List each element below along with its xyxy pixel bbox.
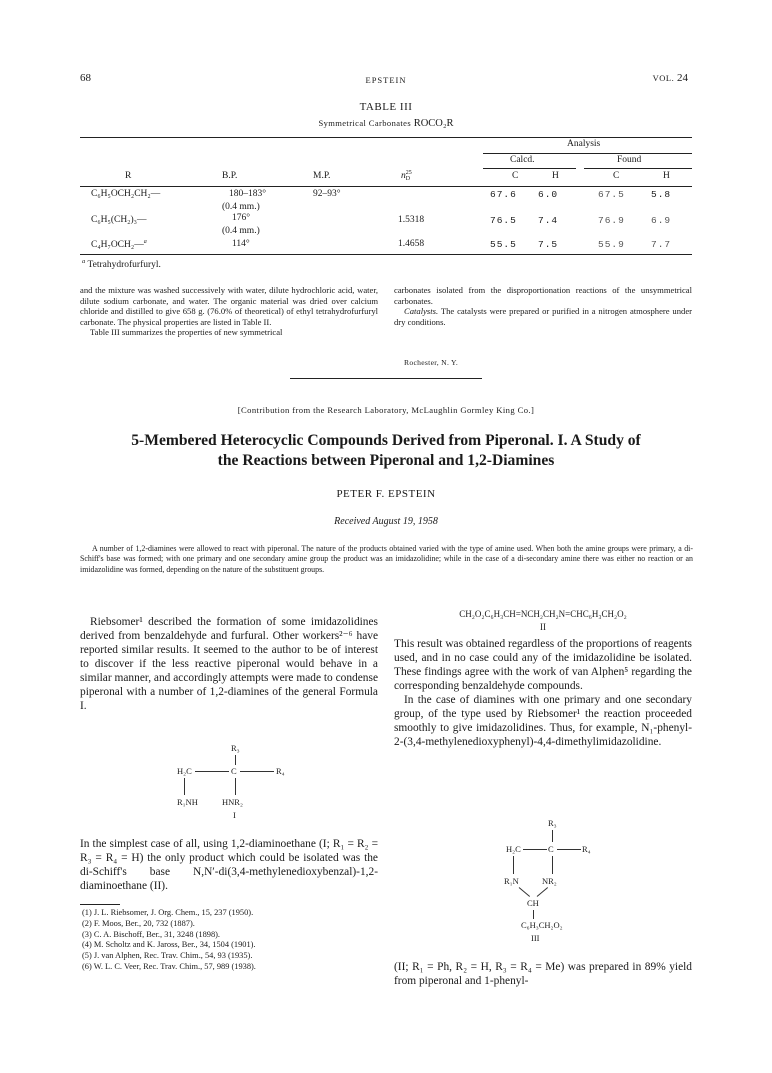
formula3-r3: R₃ [548,818,557,828]
col-n-sub: D [405,176,411,182]
table-row-r [91,239,147,250]
col-h-calc: H [552,171,559,181]
formula3-bond [557,849,581,850]
prev-article-paragraph: carbonates isolated from the disproportionation reactions of the unsymmetrical carbonates. [394,285,692,306]
table-row-c-calc: 67.6 [490,189,517,200]
volume-number: 24 [677,72,688,84]
formula1-center: C [231,766,237,776]
formula2-label: II [540,622,546,632]
formula2: CH₂O₂C₆H₃CH=NCH₂CH₂N=CHC₆H₃CH₂O₂ [459,609,627,619]
table-row-c-found: 76.9 [598,215,625,226]
reference-item: (3) C. A. Bischoff, Ber., 31, 3248 (1898). [82,929,221,939]
table-row-r: C₆H₅OCH₂CH₂— [91,189,161,199]
table-footnote-mark: a [82,258,86,265]
calcd-rule [483,168,576,169]
table-row-mp: 92–93° [313,189,341,199]
contribution-text: [Contribution from the Research Laboratory, McLaughlin Gormley King Co.] [237,405,535,415]
reference-item: (5) J. van Alphen, Rec. Trav. Chim., 54, 93 (1935). [82,951,253,961]
table-row-h-found: 7.7 [651,239,672,250]
formula3-bond [533,910,534,919]
table-row-bp: 176° [232,213,251,223]
reference-item: (4) M. Scholtz and K. Jaross, Ber., 34, 1504 (1901). [82,940,256,950]
formula3-right: R₄ [582,844,591,854]
table-subtitle [0,118,772,129]
formula3-ch: CH [527,898,539,908]
article-separator [290,378,482,379]
table-row-c-found: 55.9 [598,239,625,250]
formula1-bond [184,778,185,795]
left-column-intro [80,615,378,713]
table-row-h-calc: 7.4 [538,215,559,226]
formula3-bond [552,856,553,874]
abstract-text: A number of 1,2-diamines were allowed to react with piperonal. The nature of the products obtained varied with the type of amine used. When both the amine groups were primary, a di-Schiff's base was formed; with one primary and one secondary amine group the product was an imidazolidine; while in the case of a di-secondary amine there was either no reaction or an imidazolidine was formed, depending on the nature of the substituent groups. [80,544,693,574]
table-subtitle-text: Symmetrical Carbonates [318,118,412,128]
formula1-bottom-left: R₁NH [177,797,198,807]
reference-item: (6) W. L. C. Veer, Rec. Trav. Chim., 57, 989 (1938). [82,961,256,971]
formula1-left: H₂C [177,766,192,776]
body-paragraph: (II; R₁ = Ph, R₂ = H, R₃ = R₄ = Me) was prepared in 89% yield from piperonal and 1-phenyl- [394,961,692,987]
formula3-bottom-right: NR₂ [542,876,557,886]
article-title-line1: 5-Membered Heterocyclic Compounds Derived from Piperonal. I. A Study of [131,432,641,449]
col-c-calc: C [512,171,519,181]
formula3-label: III [531,933,540,943]
col-mp: M.P. [313,171,331,181]
table-row-c-found: 67.5 [598,189,625,200]
body-paragraph: In the case of diamines with one primary and one secondary group, of the type used by Riebsomer¹ the reaction proceeded smoothly to give imidazolidines. Thus, for example, N₁-phenyl-2-(3,4-methylenedioxyphenyl)-4,4-dimethylimidazolidine. [394,694,692,748]
formula3-center: C [548,844,554,854]
formula1-label: I [233,810,236,820]
footnote-rule [80,904,120,905]
prev-article-paragraph: and the mixture was washed successively with water, dilute hydrochloric acid, water, dilute sodium carbonate, and water. The organic material was dried over calcium chloride and distilled to give 658 g. (76.0% of theoretical) of ethyl tetrahydrofurfuryl carbonate. The physical properties are listed in Table II. [80,285,378,327]
prev-article-paragraph [394,306,692,327]
body-paragraph: This result was obtained regardless of the proportions of reagents used, and in no case could any of the imidazolidine be isolated. These findings agree with the work of van Alphen⁵ regarding the corresponding benzaldehyde compounds. [394,638,692,692]
formula1-right: R₄ [276,766,285,776]
prev-article-right [394,285,692,327]
table-row-r-footmark: a [143,239,147,245]
table-header-rule [80,186,692,187]
body-paragraph: In the simplest case of all, using 1,2-diaminoethane (I; R₁ = R₂ = R₃ = R₄ = H) the only product which could be isolated was the di-Schiff's base N,N′-di(3,4-methylenedioxybenzal)-1,2-diaminoethane (II). [80,838,378,892]
formula3-left: H₂C [506,844,521,854]
contribution-line [0,405,772,416]
references [82,908,256,973]
table-row-c-calc: 55.5 [490,239,517,250]
table-row-r-text: C₄H₇OCH₂— [91,240,144,251]
prev-article-location: Rochester, N. Y. [404,358,459,367]
col-bp: B.P. [222,171,238,181]
body-paragraph: Riebsomer¹ described the formation of some imidazolidines derived from benzaldehyde and furfural. Other workers²⁻⁶ have reported similar results. It seemed to the author to be of interest to discover if the less reactive piperonal would behave in a similar manner, and accordingly attempts were made to condense piperonal with a number of 1,2-diamines of the general Formula I. [80,616,378,712]
formula1-bond [240,771,274,772]
found-rule [584,168,692,169]
col-r: R [125,171,132,181]
formula3-bond [523,849,547,850]
analysis-rule [483,153,692,154]
table-row-h-calc: 7.5 [538,239,559,250]
formula3-bond [552,830,553,842]
table-top-rule [80,137,692,138]
col-n-sup: 25 [405,170,412,176]
col-n [401,170,412,182]
reference-item: (2) F. Moos, Ber., 20, 732 (1887). [82,918,195,928]
formula3-bond [537,887,548,897]
table-row-h-found: 5.8 [651,189,672,200]
formula3-substituent: C₆H₃CH₂O₂ [521,920,563,930]
table-row-r: C₆H₅(CH₂)₃— [91,215,147,225]
table-bottom-rule [80,254,692,255]
table-row-bp2: (0.4 mm.) [222,202,260,212]
analysis-header: Analysis [567,139,601,149]
table-row-c-calc: 76.5 [490,215,517,226]
formula3-bond [513,856,514,874]
article-author: PETER F. EPSTEIN [336,488,436,500]
received-date: Received August 19, 1958 [334,516,438,527]
col-h-found: H [663,171,670,181]
volume-prefix: VOL. [652,73,675,83]
table-row-bp: 114° [232,239,250,249]
formula1-bottom-right: HNR₂ [222,797,243,807]
table-footnote-text: Tetrahydrofurfuryl. [87,260,161,271]
table-row-bp: 180–183° [229,189,267,199]
formula1-bond [235,755,236,765]
table-footnote [82,258,161,270]
reference-item: (1) J. L. Riebsomer, J. Org. Chem., 15, 237 (1950). [82,908,254,917]
col-c-found: C [613,171,620,181]
prev-article-left [80,285,378,338]
table-row-n: 1.5318 [398,215,425,225]
abstract [80,544,693,575]
running-head: EPSTEIN [365,75,407,85]
formula1-r3: R₃ [231,743,240,753]
found-header: Found [617,155,642,165]
prev-article-paragraph: Table III summarizes the properties of new symmetrical [90,327,283,338]
table-row-bp2: (0.4 mm.) [222,226,260,236]
formula3-bottom-left: R₁N [504,876,519,886]
page-number: 68 [80,72,91,84]
table-row-n: 1.4658 [398,239,425,249]
calcd-header: Calcd. [510,155,535,165]
col-n-letter: n [401,171,406,182]
formula1-bond [235,778,236,795]
left-column-text [80,837,378,893]
table-title: TABLE III [359,101,413,113]
catalysts-text: The catalysts were prepared or purified in a nitrogen atmosphere under dry conditions. [394,306,693,327]
table-row-h-found: 6.9 [651,215,672,226]
right-column-continuation [394,960,692,988]
table-subtitle-formula: ROCO₂R [413,118,454,129]
right-column-text [394,637,692,749]
table-row-h-calc: 6.0 [538,189,559,200]
article-title [55,431,717,471]
volume-label [653,72,688,84]
article-title-line2: the Reactions between Piperonal and 1,2-Diamines [217,452,555,469]
formula3-bond [519,887,530,897]
formula1-bond [195,771,229,772]
catalysts-heading: Catalysts. [404,306,439,317]
